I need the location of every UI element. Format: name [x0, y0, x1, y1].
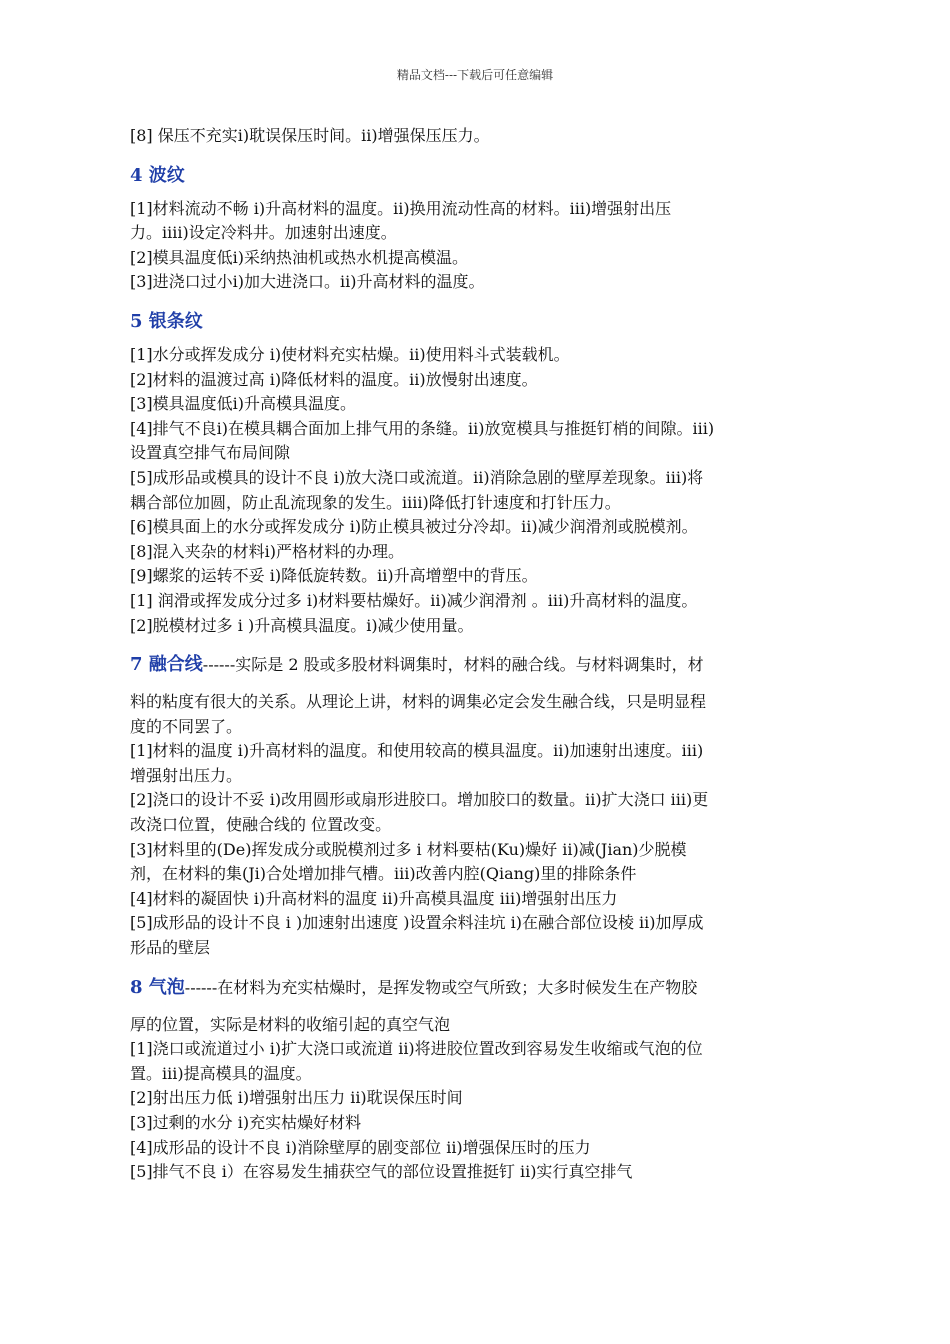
text-line: [2]浇口的设计不妥 i)改用圆形或扇形进胶口。增加胶口的数量。ii)扩大浇口 iii)更: [130, 790, 709, 810]
text-line: [4]材料的凝固快 i)升高材料的温度 ii)升高模具温度 iii)增强射出压力: [130, 888, 618, 908]
text-line: [4]排气不良i)在模具耦合面加上排气用的条缝。ii)放宽模具与推挺钉梢的间隙。iii): [130, 418, 715, 438]
text-line: [1]材料流动不畅 i)升高材料的温度。ii)换用流动性高的材料。iii)增强射出压: [130, 198, 672, 218]
text-line: [8] 保压不充实i)耽误保压时间。ii)增强保压压力。: [130, 126, 490, 145]
text-line: 剂，在材料的集(Ji)合处增加排气槽。iii)改善内腔(Qiang)里的排除条件: [130, 864, 637, 884]
section-title: 波纹: [148, 164, 185, 186]
text-line: [6]模具面上的水分或挥发成分 i)防止模具被过分冷却。ii)减少润滑剂或脱模剂。: [130, 517, 698, 537]
page-header: 精品文档---下载后可任意编辑: [396, 68, 554, 82]
text-line: 改浇口位置，使融合线的 位置改变。: [130, 815, 392, 835]
text-line: [1] 润滑或挥发成分过多 i)材料要枯燥好。ii)减少润滑剂 。iii)升高材料的温度。: [130, 590, 698, 610]
text-line: [5]排气不良 i）在容易发生捕获空气的部位设置推挺钉 ii)实行真空排气: [130, 1162, 633, 1182]
text-line: [3]模具温度低i)升高模具温度。: [130, 394, 357, 414]
section-title: 气泡: [148, 976, 185, 998]
section-intro: ------在材料为充实枯燥时，是挥发物或空气所致；大多时候发生在产物胶: [184, 977, 698, 997]
section-title: 银条纹: [148, 310, 203, 332]
text-line: [1]浇口或流道过小 i)扩大浇口或流道 ii)将进胶位置改到容易发生收缩或气泡的位: [130, 1039, 703, 1059]
text-line: [8]混入夹杂的材料i)严格材料的办理。: [130, 541, 405, 561]
text-line: 度的不同罢了。: [130, 716, 243, 736]
text-line: 设置真空排气布局间隙: [130, 443, 291, 463]
section-number: 7: [130, 654, 149, 676]
section-heading: [130, 975, 820, 1001]
text-line: [2]材料的温渡过高 i)降低材料的温度。ii)放慢射出速度。: [130, 369, 538, 389]
section-number: 5: [130, 310, 149, 332]
text-line: [2]射出压力低 i)增强射出压力 ii)耽误保压时间: [130, 1088, 463, 1108]
section-heading: [130, 309, 820, 335]
text-line: [2]脱模材过多 i )升高模具温度。i)减少使用量。: [130, 615, 474, 635]
text-line: [3]过剩的水分 i)充实枯燥好材料: [130, 1113, 362, 1132]
text-line: [5]成形品的设计不良 i )加速射出速度 )设置余料洼坑 i)在融合部位设棱 ii)加厚成: [130, 913, 704, 933]
section-heading: [130, 163, 820, 189]
section-title: 融合线: [148, 654, 203, 676]
text-line: 力。iiii)设定冷料井。加速射出速度。: [130, 223, 397, 243]
text-line: 耦合部位加圆，防止乱流现象的发生。iiii)降低打针速度和打针压力。: [130, 492, 621, 512]
section-intro: ------实际是 2 股或多股材料调集时，材料的融合线。与材料调集时，材: [202, 655, 704, 675]
section-number: 8: [130, 976, 149, 998]
text-line: [3]进浇口过小i)加大进浇口。ii)升高材料的温度。: [130, 272, 485, 292]
text-line: [5]成形品或模具的设计不良 i)放大浇口或流道。ii)消除急剧的壁厚差现象。iii)将: [130, 467, 704, 487]
text-line: 增强射出压力。: [130, 765, 243, 785]
text-line: 置。iii)提高模具的温度。: [130, 1063, 312, 1083]
text-line: [4]成形品的设计不良 i)消除壁厚的剧变部位 ii)增强保压时的压力: [130, 1137, 591, 1157]
document-body: [130, 124, 820, 1185]
section-heading: [130, 652, 820, 678]
text-line: 料的粘度有很大的关系。从理论上讲，材料的调集必定会发生融合线，只是明显程: [130, 692, 707, 712]
section-number: 4: [130, 164, 149, 186]
text-line: [3]材料里的(De)挥发成分或脱模剂过多 i 材料要枯(Ku)燥好 ii)减(Jian)少脱模: [130, 839, 687, 859]
text-line: [9]螺浆的运转不妥 i)降低旋转数。ii)升高增塑中的背压。: [130, 566, 538, 586]
text-line: [1]材料的温度 i)升高材料的温度。和使用较高的模具温度。ii)加速射出速度。iii): [130, 741, 704, 761]
text-line: 形品的壁层: [130, 938, 211, 958]
text-line: [2]模具温度低i)采纳热油机或热水机提高模温。: [130, 247, 469, 267]
text-line: 厚的位置，实际是材料的收缩引起的真空气泡: [130, 1014, 451, 1034]
text-line: [1]水分或挥发成分 i)使材料充实枯燥。ii)使用料斗式装载机。: [130, 344, 570, 364]
